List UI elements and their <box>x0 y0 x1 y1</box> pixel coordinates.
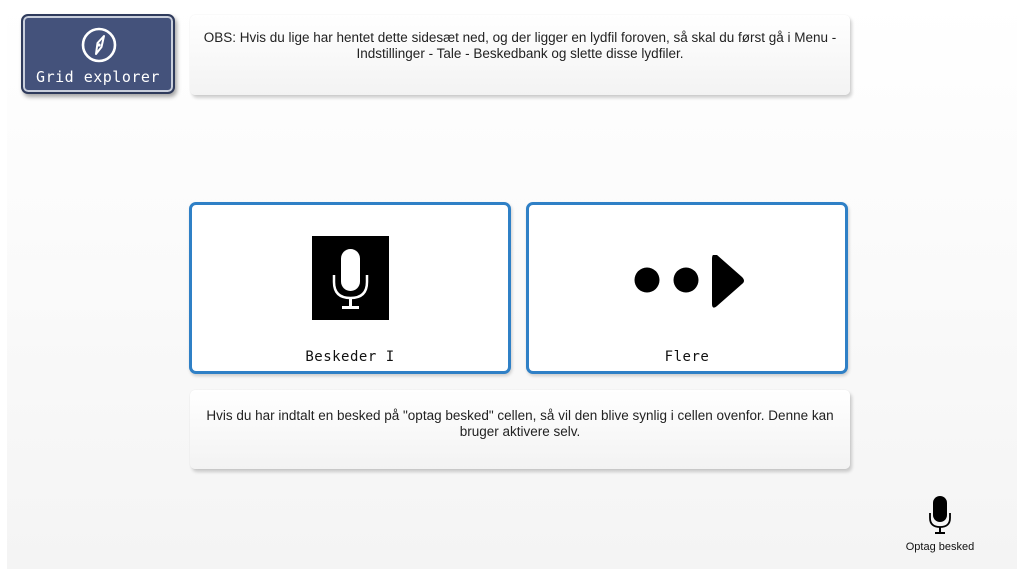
info-note-top <box>190 15 850 95</box>
grid-explorer-label: Grid explorer <box>36 68 160 86</box>
grid-explorer-button[interactable] <box>21 14 175 94</box>
info-note-bottom-text: Hvis du har indtalt en besked på "optag besked" cellen, så vil den blive synlig i cellen ovenfor. Denne kan bruger aktivere selv. <box>206 407 834 439</box>
record-message-button[interactable] <box>900 490 980 556</box>
info-note-top-text: OBS: Hvis du lige har hentet dette sidesæt ned, og der ligger en lydfil foroven, så skal du først gå i Menu - Indstillinger - Tale - Beskedbank og slette disse lydfiler. <box>203 30 837 61</box>
page-background <box>7 0 1017 569</box>
compass-icon <box>80 26 118 64</box>
microphone-icon <box>312 236 389 320</box>
more-cell-label: Flere <box>664 349 710 365</box>
more-arrow-icon <box>632 255 745 311</box>
record-message-label: Optag besked <box>905 541 975 553</box>
microphone-icon <box>928 496 952 534</box>
more-cell[interactable] <box>526 202 848 374</box>
messages-cell[interactable] <box>189 202 511 374</box>
info-note-bottom <box>190 390 850 469</box>
messages-cell-label: Beskeder I <box>305 349 395 365</box>
